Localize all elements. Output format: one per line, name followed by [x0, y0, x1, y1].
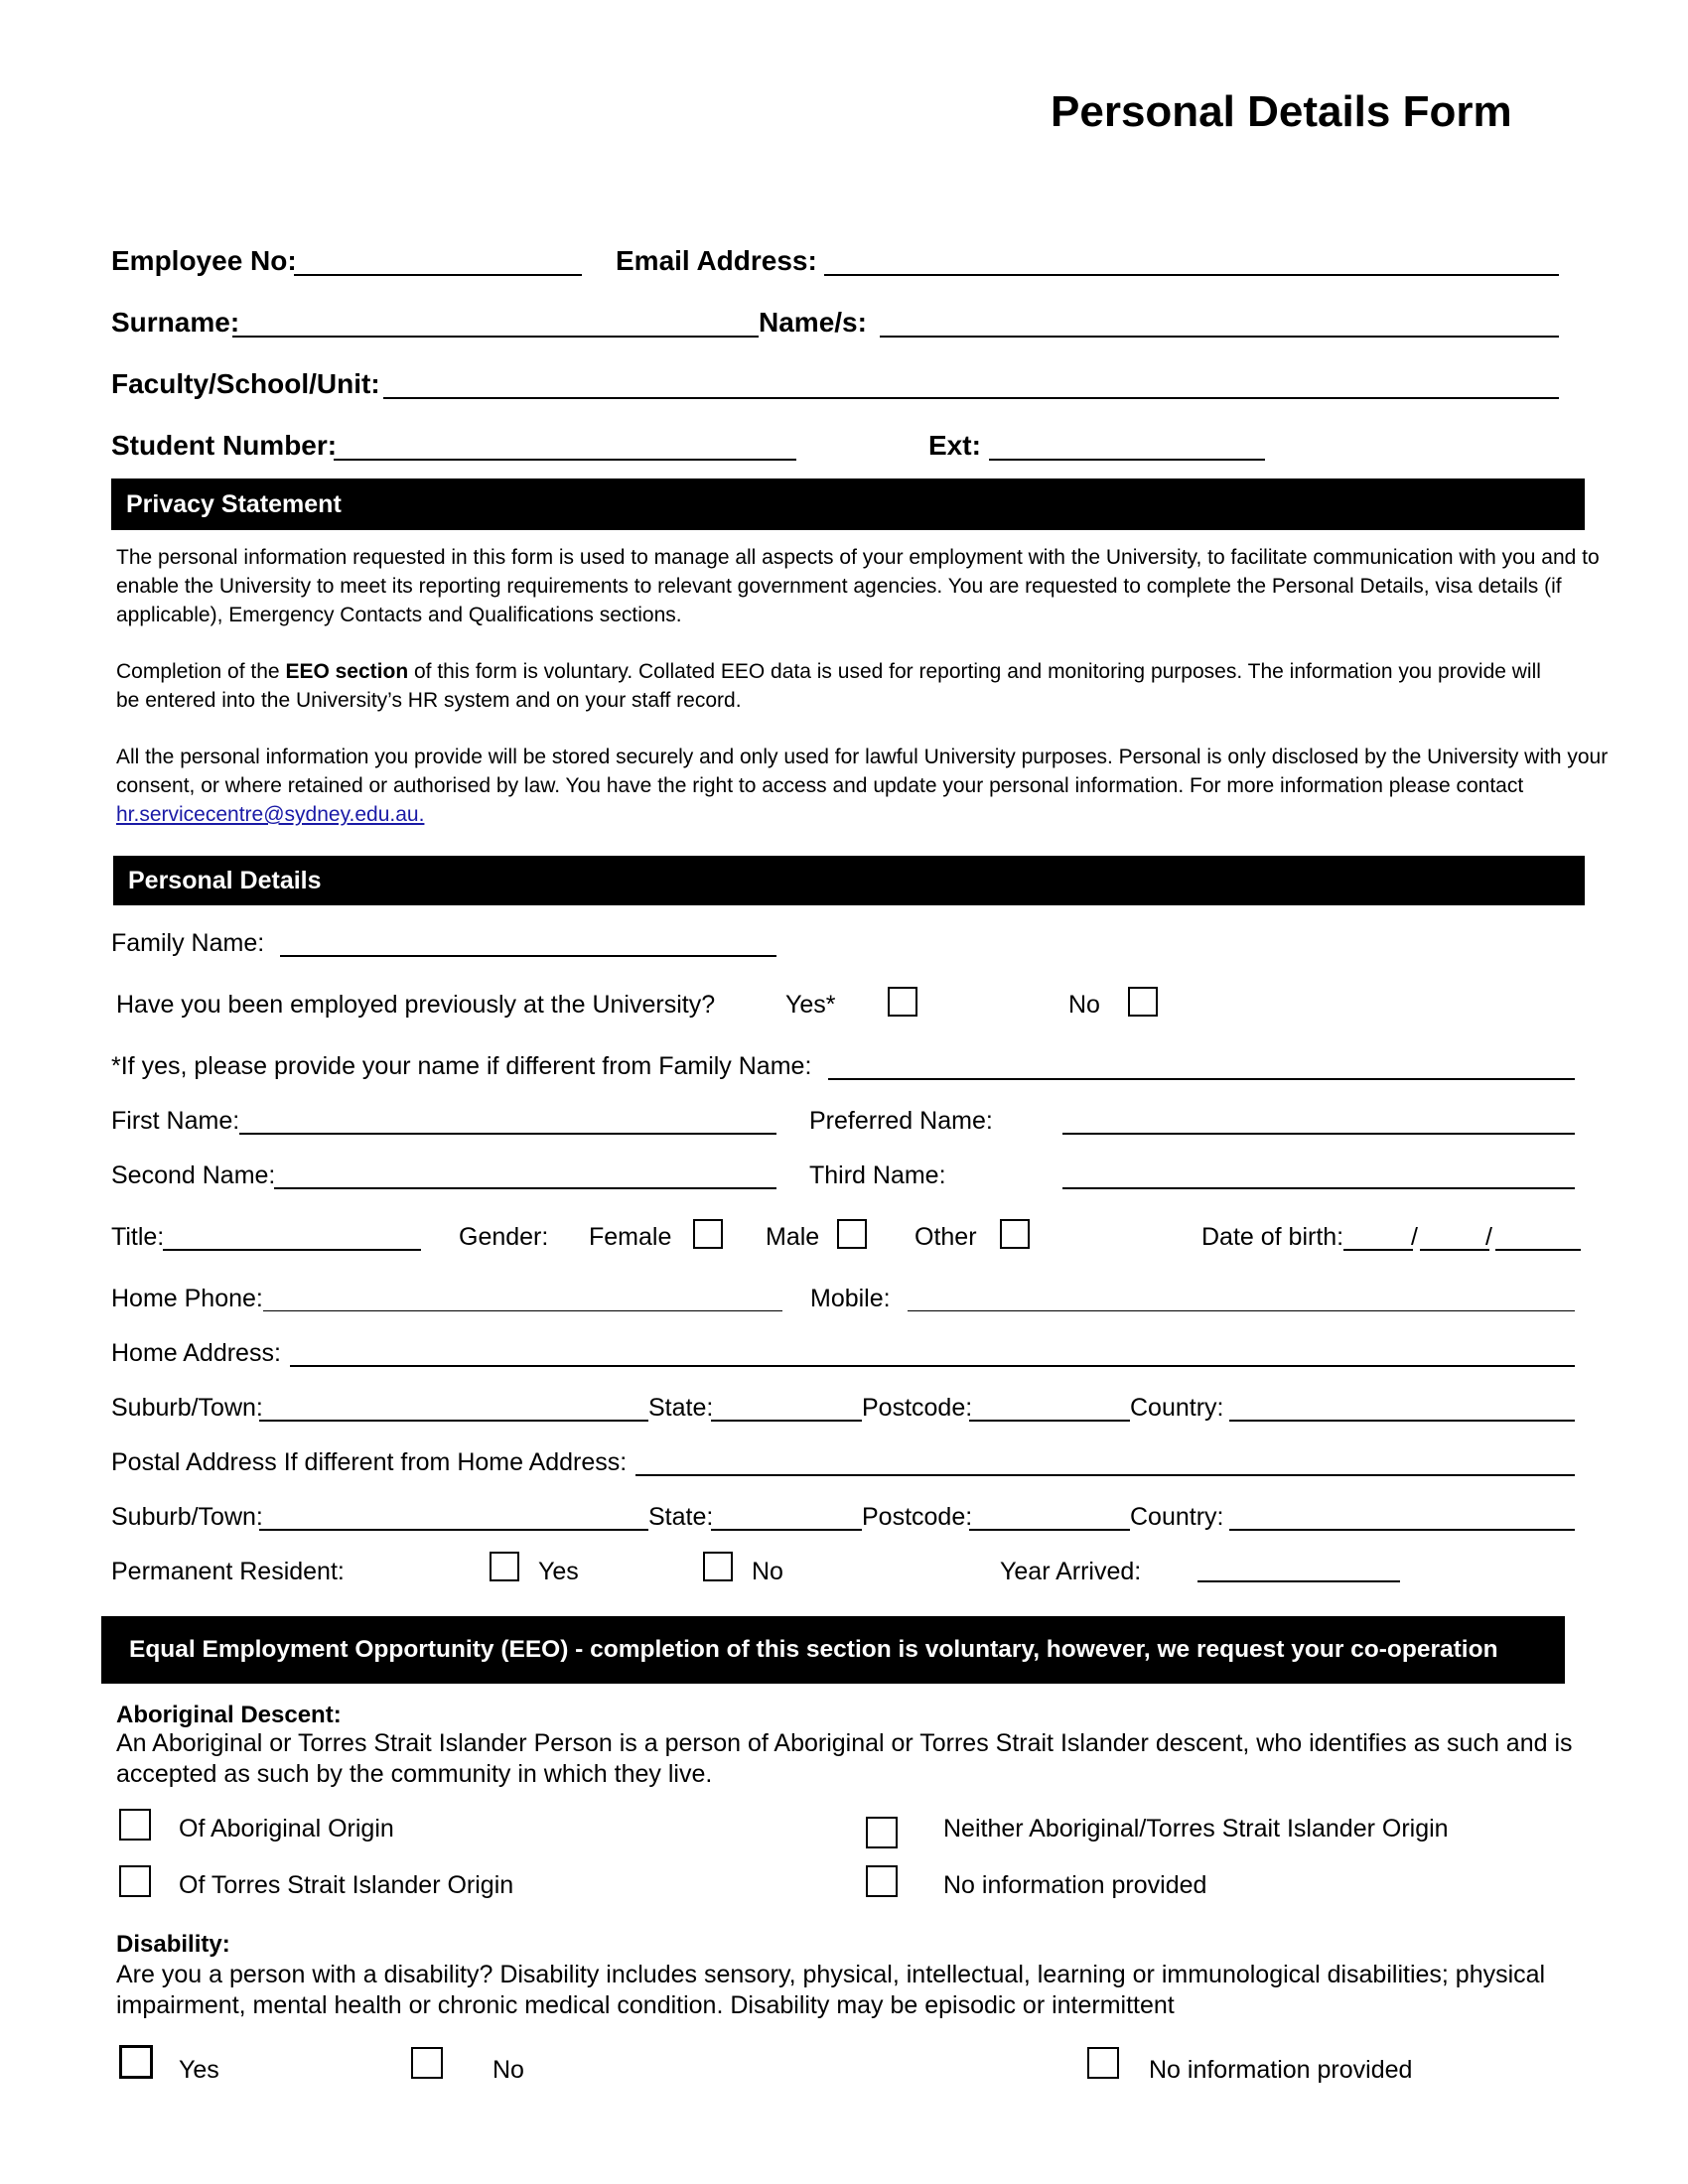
title-label: Title:: [111, 1223, 165, 1251]
permanent-resident-label: Permanent Resident:: [111, 1558, 345, 1585]
names-field[interactable]: [880, 336, 1559, 338]
home-postcode-field[interactable]: [969, 1420, 1130, 1422]
faculty-field[interactable]: [383, 397, 1559, 399]
home-phone-field[interactable]: [263, 1310, 782, 1311]
preferred-name-field[interactable]: [1062, 1133, 1575, 1135]
postal-suburb-label: Suburb/Town:: [111, 1503, 263, 1531]
home-country-field[interactable]: [1229, 1420, 1575, 1422]
postal-country-label: Country:: [1130, 1503, 1224, 1531]
aboriginal-no-info-label: No information provided: [943, 1871, 1207, 1899]
first-name-field[interactable]: [239, 1133, 776, 1135]
dob-month-field[interactable]: [1420, 1249, 1489, 1251]
home-address-field[interactable]: [290, 1365, 1575, 1367]
surname-field[interactable]: [232, 336, 759, 338]
home-state-field[interactable]: [711, 1420, 862, 1422]
privacy-paragraph-3: [116, 743, 1616, 829]
privacy-statement-header: [111, 478, 1585, 530]
employed-no-label: No: [1068, 991, 1100, 1019]
privacy-statement-heading: Privacy Statement: [126, 489, 342, 518]
student-number-label: Student Number:: [111, 430, 338, 461]
home-address-label: Home Address:: [111, 1339, 281, 1367]
aboriginal-no-info-checkbox[interactable]: [866, 1865, 898, 1897]
aboriginal-origin-checkbox[interactable]: [119, 1809, 151, 1841]
ext-field[interactable]: [989, 459, 1265, 461]
page-title: Personal Details Form: [1051, 87, 1512, 136]
resident-no-label: No: [752, 1558, 783, 1585]
employed-yes-label: Yes*: [785, 991, 836, 1019]
postal-postcode-label: Postcode:: [862, 1503, 973, 1531]
disability-yes-checkbox[interactable]: [119, 2045, 153, 2079]
first-name-label: First Name:: [111, 1107, 240, 1135]
eeo-heading: Equal Employment Opportunity (EEO) - completion of this section is voluntary, however, we request your co-operation: [129, 1636, 1498, 1663]
if-yes-label: *If yes, please provide your name if different from Family Name:: [111, 1052, 812, 1080]
postal-state-field[interactable]: [711, 1529, 862, 1531]
disability-text: Are you a person with a disability? Disability includes sensory, physical, intellectual, learning or immunological disabilities; physical impairment, mental health or chronic medical condition. Disability may be episodic or intermittent: [116, 1961, 1546, 2019]
gender-other-checkbox[interactable]: [1000, 1219, 1030, 1249]
third-name-field[interactable]: [1062, 1187, 1575, 1189]
gender-female-checkbox[interactable]: [693, 1219, 723, 1249]
faculty-label: Faculty/School/Unit:: [111, 368, 380, 399]
preferred-name-label: Preferred Name:: [809, 1107, 993, 1135]
employee-no-field[interactable]: [294, 274, 582, 276]
second-name-field[interactable]: [274, 1187, 776, 1189]
aboriginal-origin-label: Of Aboriginal Origin: [179, 1815, 394, 1843]
dob-year-field[interactable]: [1495, 1249, 1581, 1251]
privacy-paragraph-2: [116, 657, 1546, 715]
resident-no-checkbox[interactable]: [703, 1552, 733, 1581]
resident-yes-label: Yes: [538, 1558, 579, 1585]
dob-separator-1: /: [1411, 1223, 1418, 1251]
neither-origin-label: Neither Aboriginal/Torres Strait Islander Origin: [943, 1815, 1449, 1843]
gender-male-label: Male: [766, 1223, 820, 1251]
privacy-p2-eeo-section: EEO section: [285, 660, 409, 683]
disability-no-checkbox[interactable]: [411, 2047, 443, 2079]
home-phone-label: Home Phone:: [111, 1285, 263, 1312]
postal-postcode-field[interactable]: [969, 1529, 1130, 1531]
dob-day-field[interactable]: [1343, 1249, 1413, 1251]
disability-no-info-checkbox[interactable]: [1087, 2047, 1119, 2079]
gender-male-checkbox[interactable]: [837, 1219, 867, 1249]
postal-address-label: Postal Address If different from Home Address:: [111, 1448, 628, 1476]
mobile-field[interactable]: [908, 1310, 1575, 1311]
email-address-label: Email Address:: [616, 245, 817, 276]
aboriginal-descent-heading: Aboriginal Descent:: [116, 1702, 342, 1728]
dob-label: Date of birth:: [1201, 1223, 1344, 1251]
previous-name-field[interactable]: [828, 1078, 1575, 1080]
employee-no-label: Employee No:: [111, 245, 297, 276]
home-country-label: Country:: [1130, 1394, 1224, 1422]
home-postcode-label: Postcode:: [862, 1394, 973, 1422]
gender-other-label: Other: [914, 1223, 977, 1251]
names-label: Name/s:: [759, 307, 867, 338]
resident-yes-checkbox[interactable]: [490, 1552, 519, 1581]
family-name-field[interactable]: [280, 955, 776, 957]
mobile-label: Mobile:: [810, 1285, 891, 1312]
family-name-label: Family Name:: [111, 929, 265, 957]
home-suburb-label: Suburb/Town:: [111, 1394, 263, 1422]
neither-origin-checkbox[interactable]: [866, 1817, 898, 1848]
gender-female-label: Female: [589, 1223, 672, 1251]
ext-label: Ext:: [928, 430, 981, 461]
postal-address-field[interactable]: [635, 1474, 1575, 1476]
employed-no-checkbox[interactable]: [1128, 987, 1158, 1017]
postal-suburb-field[interactable]: [259, 1529, 648, 1531]
student-number-field[interactable]: [334, 459, 796, 461]
dob-separator-2: /: [1485, 1223, 1492, 1251]
gender-label: Gender:: [459, 1223, 549, 1251]
personal-details-header: [113, 856, 1585, 905]
disability-yes-label: Yes: [179, 2056, 219, 2084]
third-name-label: Third Name:: [809, 1161, 946, 1189]
home-suburb-field[interactable]: [259, 1420, 648, 1422]
surname-label: Surname:: [111, 307, 240, 338]
aboriginal-descent-text: An Aboriginal or Torres Strait Islander Person is a person of Aboriginal or Torres Strait Islander descent, who identifies as such and is accepted as such by the community in which they live.: [116, 1729, 1573, 1788]
home-state-label: State:: [648, 1394, 714, 1422]
hr-email-link[interactable]: hr.servicecentre@sydney.edu.au.: [116, 803, 425, 826]
torres-strait-origin-checkbox[interactable]: [119, 1865, 151, 1897]
eeo-header: [101, 1616, 1565, 1684]
email-address-field[interactable]: [824, 274, 1559, 276]
employed-yes-checkbox[interactable]: [888, 987, 917, 1017]
disability-no-label: No: [492, 2056, 524, 2084]
personal-details-heading: Personal Details: [128, 866, 322, 894]
employed-previously-label: Have you been employed previously at the University?: [116, 991, 716, 1019]
disability-heading: Disability:: [116, 1931, 230, 1958]
year-arrived-field[interactable]: [1197, 1580, 1400, 1582]
postal-state-label: State:: [648, 1503, 714, 1531]
disability-no-info-label: No information provided: [1149, 2056, 1413, 2084]
year-arrived-label: Year Arrived:: [1000, 1558, 1142, 1585]
torres-strait-origin-label: Of Torres Strait Islander Origin: [179, 1871, 514, 1899]
privacy-paragraph-1: The personal information requested in this form is used to manage all aspects of your employment with the University, to facilitate communication with you and to enable the University to meet its reporting requirements to relevant government agencies. You are requested to complete the Personal Details, visa details (if applicable), Emergency Contacts and Qualifications sections.: [116, 546, 1600, 626]
privacy-p2-text-a: Completion of the: [116, 660, 286, 683]
second-name-label: Second Name:: [111, 1161, 276, 1189]
title-field[interactable]: [163, 1249, 421, 1251]
postal-country-field[interactable]: [1229, 1529, 1575, 1531]
privacy-p3-text: All the personal information you provide will be stored securely and only used for lawful University purposes. Personal is only disclosed by the University with your consent, or where retained or authorised by law. You have the right to access and update your personal information. For more information please contact: [116, 746, 1609, 797]
privacy-p2-text-b: of this form is voluntary. Collated EEO data is used for reporting and monitoring purposes. The information you provide will be entered into the University’s HR system and on your staff record.: [116, 660, 1541, 712]
